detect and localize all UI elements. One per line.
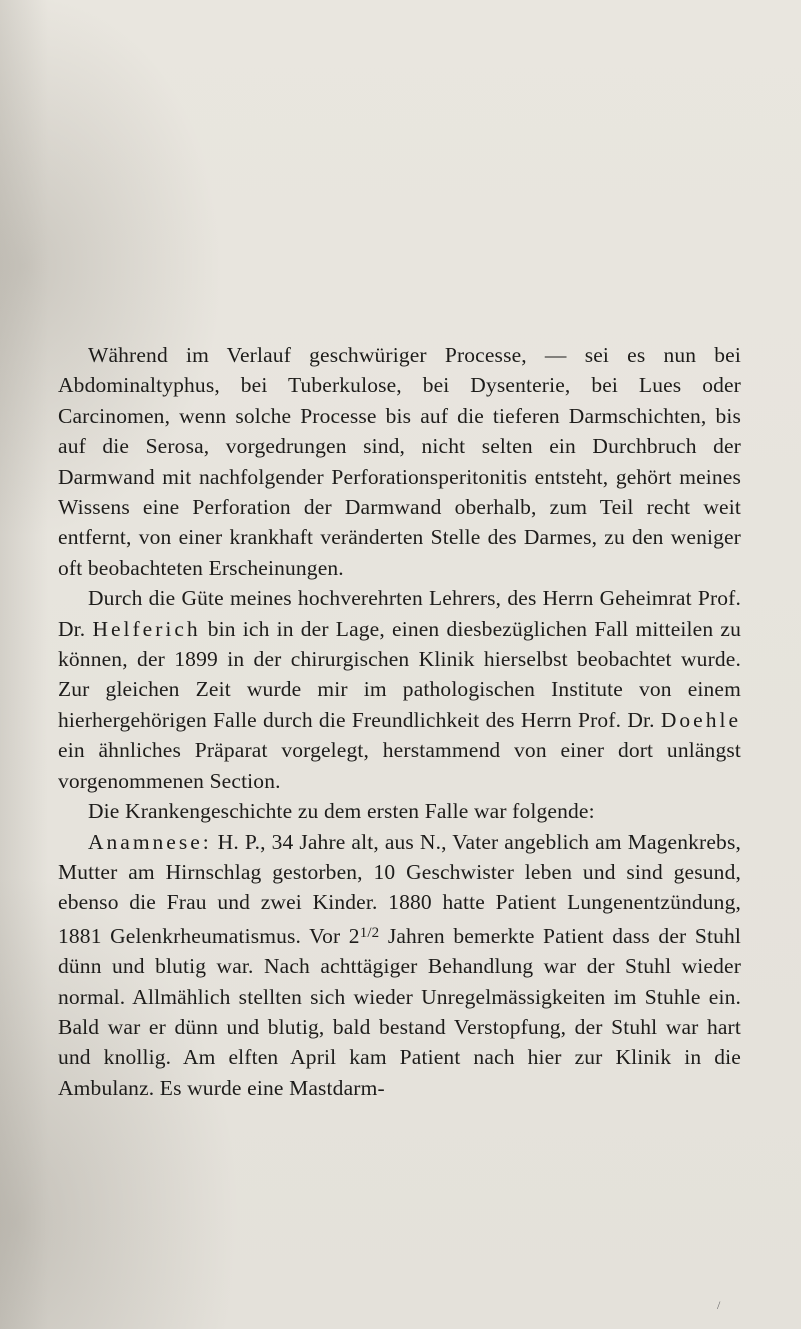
paragraph-case-history-intro bbox=[58, 796, 741, 826]
paragraph-intro bbox=[58, 340, 741, 583]
paragraph-text: bin ich in der Lage, einen diesbezüglichen Fall mitteilen zu können, der 1899 in der chirurgischen Klinik hierselbst beobachtet wurde. Zur gleichen Zeit wurde mir im pathologischen Institute von einem hierhergehörigen Falle durch die Freundlichkeit des Herrn Prof. Dr. bbox=[58, 616, 741, 732]
paragraph-intro-text: Während im Verlauf geschwüriger Processe, — sei es nun bei Abdominaltyphus, bei Tuberkulose, bei Dysenterie, bei Lues oder Carcinomen, wenn solche Processe bis auf die tieferen Darmschichten, bis auf die Serosa, vorgedrungen sind, nicht selten ein Durchbruch der Darmwand mit nachfolgender Perforationsperitonitis entsteht, gehört meines Wissens eine Perforation der Darmwand oberhalb, zum Teil recht weit entfernt, von einer krankhaft veränderten Stelle des Darmes, zu den weniger oft beobachteten Erscheinungen. bbox=[58, 343, 741, 580]
paragraph-anamnese bbox=[58, 827, 741, 1104]
paragraph-text: Die Krankengeschichte zu dem ersten Falle war folgende: bbox=[88, 799, 595, 824]
paragraph-text: Durch die Güte meines hochverehrten Lehrers, des Herrn Geheimrat Prof. Dr. bbox=[58, 586, 741, 641]
paragraph-text: ein ähnliches Präparat vorgelegt, herstammend von einer dort unlängst vorgenommenen Section. bbox=[58, 738, 741, 793]
paragraph-case-source bbox=[58, 583, 741, 796]
fraction-one-half: 1/2 bbox=[359, 924, 380, 941]
name-doehle: Doehle bbox=[660, 707, 741, 732]
paragraph-text: H. P., 34 Jahre alt, aus N., Vater angeblich am Magenkrebs, Mutter am Hirnschlag gestorben, 10 Geschwister leben und sind gesund, ebenso die Frau und zwei Kinder. 1880 hatte Patient Lungenentzündung, 1881 Gelenkrheumatismus. Vor 2 bbox=[58, 829, 741, 948]
name-helferich: Helferich bbox=[92, 616, 201, 641]
heading-anamnese: Anamnese: bbox=[88, 829, 212, 854]
paragraph-text: Jahren bemerkte Patient dass der Stuhl dünn und blutig war. Nach achttägiger Behandlung war der Stuhl wieder normal. Allmählich stellten sich wieder Unregelmässigkeiten im Stuhle ein. Bald war er dünn und blutig, bald bestand Verstopfung, der Stuhl war hart und knollig. Am elften April kam Patient nach hier zur Klinik in die Ambulanz. Es wurde eine Mastdarm- bbox=[58, 923, 742, 1100]
body-text bbox=[58, 340, 741, 1103]
stray-mark: / bbox=[717, 1298, 721, 1312]
